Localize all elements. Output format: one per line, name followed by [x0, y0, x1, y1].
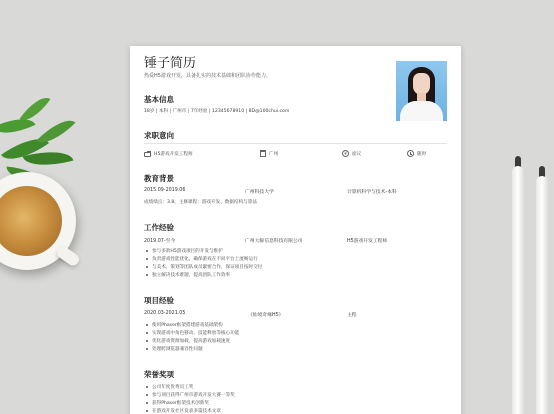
basic-info-line: 18岁 | 本科 | 广州市 | 7年经验 | 12345678910 | 8D@100chui.com — [144, 109, 290, 114]
honor-bullet: 在游戏开发社区发表多篇技术文章 — [146, 408, 221, 414]
work-bullet: 独立解决技术难题，提高团队工作效率 — [146, 272, 230, 278]
intent-availability-text: 随时 — [417, 151, 427, 157]
coin-icon: ¥ — [342, 150, 349, 157]
building-icon — [260, 150, 266, 157]
profile-photo — [396, 61, 447, 121]
resume-tagline: 热爱H5游戏开发，具备扎实的技术基础和团队协作能力。 — [144, 73, 271, 79]
section-title-project: 项目经验 — [144, 296, 174, 305]
section-title-honors: 荣誉奖项 — [144, 370, 174, 379]
intent-city — [260, 150, 278, 157]
clock-icon — [407, 150, 414, 157]
resume-name: 锤子简历 — [144, 56, 197, 71]
pen — [536, 176, 548, 414]
pen — [512, 166, 524, 414]
education-school: 广州科技大学 — [245, 190, 274, 195]
intent-availability — [407, 150, 426, 157]
work-bullet: 负责游戏性能优化，确保游戏在不同平台上流畅运行 — [146, 256, 258, 262]
photo-shirt — [400, 101, 443, 121]
work-bullet: 参与多款H5游戏项目的开发与维护 — [146, 248, 223, 254]
section-title-intent: 求职意向 — [144, 131, 174, 140]
project-bullet: 实现游戏中角色移动、技能释放等核心功能 — [146, 330, 239, 336]
project-bullet: 使用Phaser框架搭建游戏基础架构 — [146, 322, 223, 328]
education-period: 2015.09-2019.06 — [144, 188, 186, 193]
section-title-education: 教育背景 — [144, 174, 174, 183]
section-title-basic: 基本信息 — [144, 95, 174, 104]
honor-bullet: 获得Phaser框架技术创新奖 — [146, 400, 209, 406]
project-role: 主程 — [347, 313, 357, 318]
intent-position-text: H5游戏开发工程师 — [154, 151, 193, 157]
coffee-cup-handle — [55, 244, 82, 268]
section-divider — [144, 143, 447, 144]
intent-position — [144, 150, 193, 157]
project-name: 《仙境奇缘H5》 — [248, 313, 284, 318]
work-company: 广州大鲸信息科技有限公司 — [245, 239, 303, 244]
briefcase-icon — [144, 152, 151, 157]
education-detail: 成绩绩点：3.8，主修课程：游戏开发、数据结构与算法 — [144, 200, 257, 205]
intent-salary — [342, 150, 361, 157]
honor-bullet: 参与项目获得广州市游戏开发大赛一等奖 — [146, 392, 235, 398]
section-title-work: 工作经验 — [144, 223, 174, 232]
education-major: 计算机科学与技术-本科 — [347, 190, 397, 195]
work-role: H5游戏开发工程师 — [347, 239, 388, 244]
intent-city-text: 广州 — [269, 151, 279, 157]
intent-salary-text: 面议 — [352, 151, 362, 157]
photo-face — [413, 73, 430, 95]
honor-bullet: 公司年度优秀员工奖 — [146, 384, 193, 390]
project-period: 2020.03-2021.05 — [144, 311, 186, 316]
resume-paper — [130, 46, 461, 414]
project-bullet: 处理跨浏览器兼容性问题 — [146, 346, 203, 352]
project-bullet: 优化游戏资源加载，提高游戏加载速度 — [146, 338, 230, 344]
work-bullet: 与美术、策划等团队成员紧密合作，保证项目按时交付 — [146, 264, 262, 270]
photo-neck — [417, 93, 426, 101]
work-period: 2019.07-至今 — [144, 239, 176, 244]
